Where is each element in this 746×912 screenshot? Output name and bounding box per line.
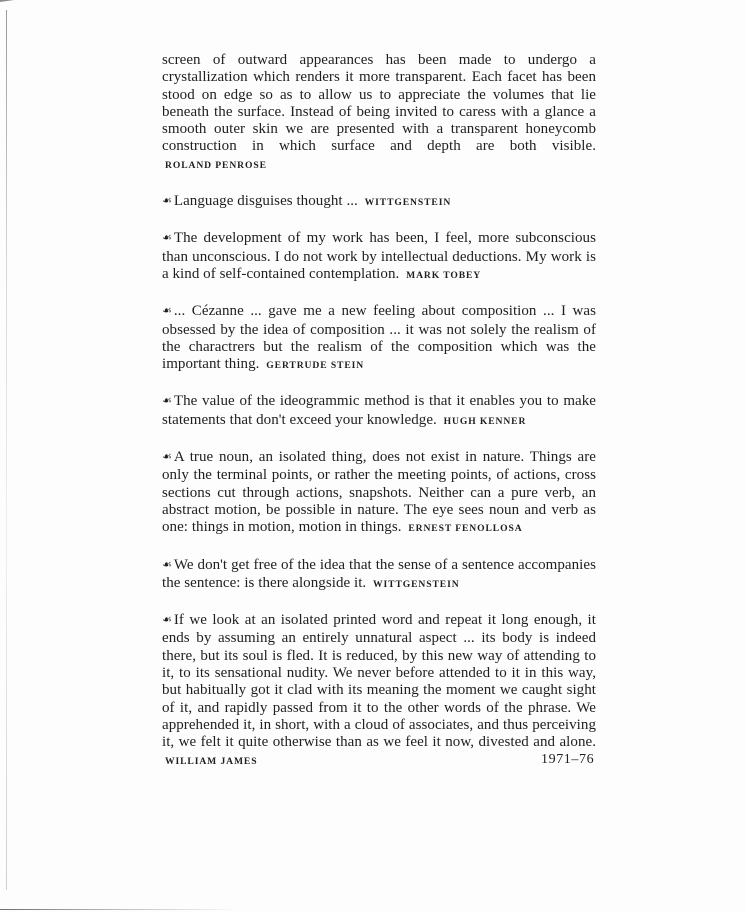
quote-text: If we look at an isolated printed word and repeat it long enough, it ends by assuming an entirely unnatural aspect ... its body is indeed there, but its soul is fled. It is reduced, by this new way of attending to it, to its sensational nudity. We never before attended to it in this way, but habitually got it clad with its meaning the moment we caught sight of it, and rapidly passed from it to the other words of the phrase. We apprehended it, in short, with a cloud of associates, and thus perceiving it, we felt it quite otherwise than as we feel it now, divested and alone. [162, 612, 596, 751]
quote-author: MARK TOBEY [406, 269, 482, 281]
quote-author: ROLAND PENROSE [165, 159, 267, 171]
quote-fenollosa [162, 449, 596, 537]
quote-author: WITTGENSTEIN [364, 197, 452, 209]
quote-text: A true noun, an isolated thing, does not exist in nature. Things are only the terminal points, or rather the meeting points, of actions, cross sections cut through actions, snapshots. Neither can a pure verb, an abstract motion, be possible in nature. The eye sees noun and verb as one: things in motion, motion in things. [162, 449, 596, 536]
page-folio: 1971–76 [541, 752, 595, 767]
quote-penrose [162, 52, 596, 174]
quotation-column [162, 52, 596, 789]
quote-text: screen of outward appearances has been made to undergo a crystallization which renders it more transparent. Each facet has been stood on edge so as to allow us to appreciate the volumes that lie beneath the surface. Instead of being invited to caress with a glance a smooth outer skin we are presented with a transparent honeycomb construction in which surface and depth are both visible. [162, 52, 596, 155]
quote-text: Language disguises thought ... [173, 193, 358, 210]
fleuron-icon: ☙ [162, 232, 171, 245]
quote-text: The development of my work has been, I feel, more subconscious than unconscious. I do not work by intellectual deductions. My work is a kind of self-contained contemplation. [162, 230, 596, 282]
fleuron-icon: ☙ [162, 558, 171, 571]
quote-text: We don't get free of the idea that the sense of a sentence accompanies the sentence: is there alongside it. [162, 556, 596, 591]
scan-edge-artifact [6, 10, 7, 890]
quote-author: WILLIAM JAMES [165, 755, 258, 767]
quote-text: The value of the ideogrammic method is that it enables you to make statements that don't exceed your knowledge. [162, 393, 596, 428]
quote-kenner [162, 393, 596, 430]
quote-stein [162, 303, 596, 374]
fleuron-icon: ☙ [162, 195, 171, 208]
quote-author: ERNEST FENOLLOSA [408, 523, 523, 535]
quote-james [162, 612, 596, 770]
fleuron-icon: ☙ [162, 305, 171, 318]
quote-text: ... Cézanne ... gave me a new feeling about composition ... I was obsessed by the idea of composition ... it was not solely the realism of the charactrers but the realism of the composition which was the important thing. [162, 303, 596, 373]
fleuron-icon: ☙ [162, 614, 171, 627]
quote-author: HUGH KENNER [443, 415, 527, 427]
quote-author: WITTGENSTEIN [373, 578, 460, 590]
scan-bottom-artifact [0, 909, 240, 910]
quote-tobey [162, 230, 596, 284]
fleuron-icon: ☙ [162, 395, 171, 408]
quote-wittgenstein-sense [162, 557, 596, 594]
scan-corner-artifact [0, 0, 26, 16]
quote-author: GERTRUDE STEIN [266, 360, 365, 372]
fleuron-icon: ☙ [162, 451, 171, 464]
quote-wittgenstein-language [162, 193, 596, 211]
